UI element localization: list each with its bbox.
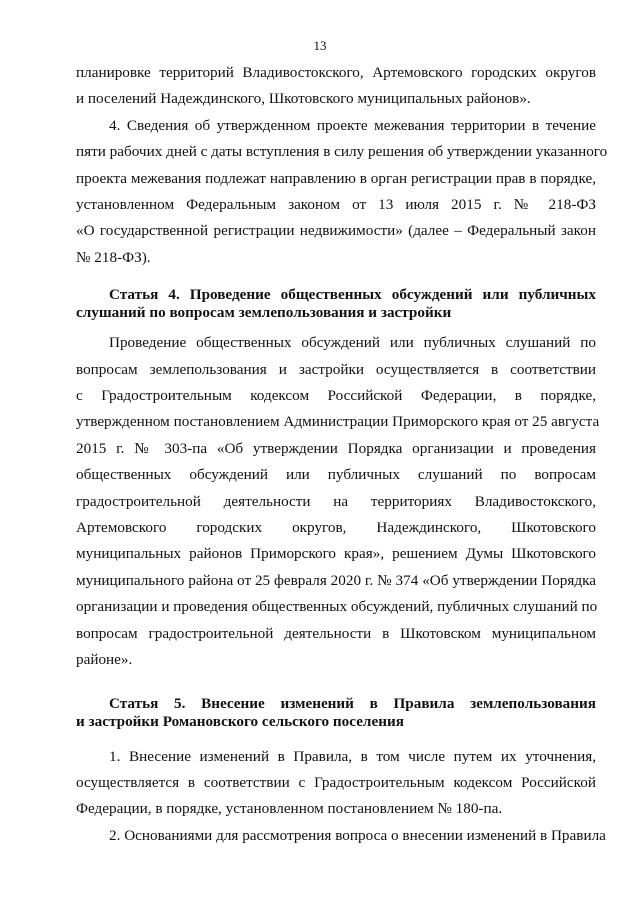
- text-line: муниципального района от 25 февраля 2020 г. № 374 «Об утверждении Порядка: [76, 571, 596, 589]
- text-line: вопросам градостроительной деятельности в Шкотовском муниципальном: [76, 624, 596, 642]
- text-line: общественных обсуждений или публичных слушаний по вопросам: [76, 466, 596, 484]
- article-5-heading: [76, 695, 596, 730]
- text-line: пяти рабочих дней с даты вступления в силу решения об утверждении указанного: [76, 143, 608, 161]
- article-4-heading: [76, 286, 596, 321]
- text-line: 2. Основаниями для рассмотрения вопроса о внесении изменений в Правила: [109, 826, 606, 844]
- text-line: с Градостроительным кодексом Российской Федерации, в порядке,: [76, 387, 596, 405]
- text-line: 2015 г. № 303-па «Об утверждении Порядка организации и проведения: [76, 439, 596, 457]
- text-line: установленном Федеральным законом от 13 июля 2015 г. № 218-ФЗ: [76, 195, 596, 213]
- document-body: [76, 60, 608, 849]
- text-line: 1. Внесение изменений в Правила, в том числе путем их уточнения,: [109, 747, 596, 765]
- article-4-paragraph: [76, 330, 600, 673]
- heading-line: Статья 4. Проведение общественных обсуждений или публичных: [109, 286, 596, 304]
- text-line: «О государственной регистрации недвижимости» (далее – Федеральный закон: [76, 222, 596, 240]
- text-line: Проведение общественных обсуждений или публичных слушаний по: [109, 334, 596, 352]
- text-line: организации и проведения общественных обсуждений, публичных слушаний по: [76, 598, 598, 616]
- text-line: и поселений Надеждинского, Шкотовского муниципальных районов».: [76, 90, 531, 108]
- text-line: планировке территорий Владивостокского, Артемовского городских округов: [76, 64, 596, 81]
- text-line: осуществляется в соответствии с Градостроительным кодексом Российской: [76, 773, 596, 791]
- page-number: 13: [313, 38, 327, 53]
- heading-line: и застройки Романовского сельского поселения: [76, 712, 404, 730]
- paragraph-continuation: [76, 60, 596, 113]
- text-line: проекта межевания подлежат направлению в орган регистрации прав в порядке,: [76, 169, 596, 187]
- text-line: утвержденном постановлением Администрации Приморского края от 25 августа: [76, 413, 600, 431]
- heading-line: Статья 5. Внесение изменений в Правила землепользования: [109, 695, 596, 713]
- text-line: вопросам землепользования и застройки осуществляется в соответствии: [76, 360, 596, 378]
- text-line: градостроительной деятельности на территориях Владивостокского,: [76, 492, 596, 510]
- text-line: районе».: [76, 651, 133, 668]
- article-5-paragraph: [76, 744, 606, 850]
- text-line: № 218-ФЗ).: [76, 248, 151, 266]
- heading-line: слушаний по вопросам землепользования и застройки: [76, 303, 452, 321]
- paragraph-item-4: [76, 113, 608, 271]
- text-line: 4. Сведения об утвержденном проекте межевания территории в течение: [109, 116, 596, 134]
- text-line: муниципальных районов Приморского края», решением Думы Шкотовского: [76, 545, 596, 563]
- text-line: Федерации, в порядке, установленном постановлением № 180-па.: [76, 800, 503, 818]
- text-line: Артемовского городских округов, Надеждинского, Шкотовского: [76, 519, 596, 537]
